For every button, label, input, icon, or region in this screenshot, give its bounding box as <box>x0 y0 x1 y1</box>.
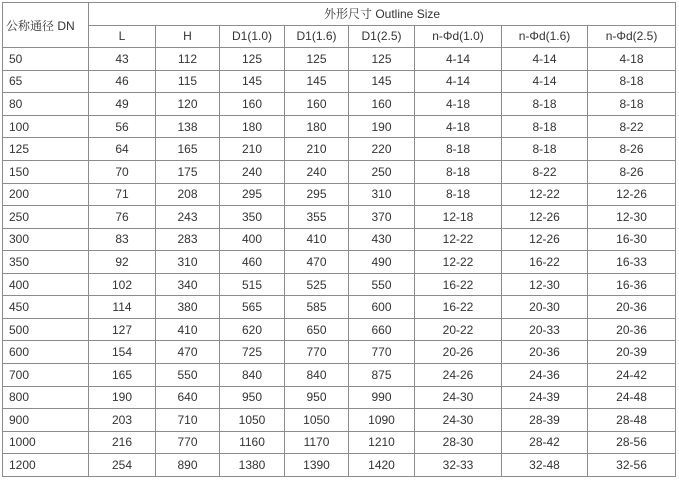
cell-d1-2-5: 370 <box>349 206 415 229</box>
cell-l: 254 <box>89 454 156 477</box>
column-header-h: H <box>156 25 220 48</box>
header-row-columns <box>3 25 676 48</box>
cell-h: 310 <box>156 251 220 274</box>
cell-d1-1-0: 620 <box>220 318 285 341</box>
table-row <box>3 251 676 274</box>
cell-d1-2-5: 145 <box>349 70 415 93</box>
cell-h: 115 <box>156 70 220 93</box>
column-header-l: L <box>89 25 156 48</box>
table-row <box>3 431 676 454</box>
table-row <box>3 206 676 229</box>
cell-nd-1-6: 8-18 <box>502 93 588 116</box>
cell-nd-1-6: 4-14 <box>502 70 588 93</box>
cell-d1-1-6: 650 <box>285 318 349 341</box>
cell-nd-1-0: 12-22 <box>415 228 502 251</box>
cell-nd-1-6: 28-39 <box>502 409 588 432</box>
table-row <box>3 386 676 409</box>
cell-dn: 150 <box>3 160 89 183</box>
cell-h: 165 <box>156 138 220 161</box>
table-row <box>3 48 676 71</box>
cell-nd-2-5: 8-22 <box>588 115 676 138</box>
cell-dn: 1200 <box>3 454 89 477</box>
cell-l: 71 <box>89 183 156 206</box>
cell-h: 112 <box>156 48 220 71</box>
cell-d1-2-5: 1210 <box>349 431 415 454</box>
cell-nd-1-6: 24-36 <box>502 364 588 387</box>
cell-d1-1-0: 180 <box>220 115 285 138</box>
column-header-d1-1-6: D1(1.6) <box>285 25 349 48</box>
cell-dn: 65 <box>3 70 89 93</box>
cell-d1-1-6: 210 <box>285 138 349 161</box>
cell-nd-1-6: 8-18 <box>502 115 588 138</box>
cell-h: 120 <box>156 93 220 116</box>
cell-l: 83 <box>89 228 156 251</box>
cell-nd-1-0: 16-22 <box>415 296 502 319</box>
cell-nd-2-5: 12-26 <box>588 183 676 206</box>
cell-nd-1-6: 4-14 <box>502 48 588 71</box>
cell-d1-1-0: 1050 <box>220 409 285 432</box>
cell-h: 380 <box>156 296 220 319</box>
cell-nd-2-5: 24-48 <box>588 386 676 409</box>
cell-nd-1-6: 12-26 <box>502 228 588 251</box>
cell-dn: 250 <box>3 206 89 229</box>
cell-d1-1-6: 1050 <box>285 409 349 432</box>
cell-nd-1-6: 20-30 <box>502 296 588 319</box>
cell-l: 92 <box>89 251 156 274</box>
cell-nd-2-5: 8-18 <box>588 93 676 116</box>
cell-nd-1-0: 4-14 <box>415 48 502 71</box>
cell-h: 340 <box>156 273 220 296</box>
cell-nd-2-5: 4-18 <box>588 48 676 71</box>
cell-d1-2-5: 160 <box>349 93 415 116</box>
cell-l: 49 <box>89 93 156 116</box>
cell-nd-1-0: 8-18 <box>415 138 502 161</box>
cell-l: 43 <box>89 48 156 71</box>
cell-l: 165 <box>89 364 156 387</box>
cell-dn: 450 <box>3 296 89 319</box>
cell-d1-1-0: 210 <box>220 138 285 161</box>
table-row <box>3 318 676 341</box>
cell-d1-1-6: 355 <box>285 206 349 229</box>
cell-l: 127 <box>89 318 156 341</box>
cell-d1-1-0: 1160 <box>220 431 285 454</box>
cell-d1-2-5: 1090 <box>349 409 415 432</box>
cell-l: 216 <box>89 431 156 454</box>
cell-h: 640 <box>156 386 220 409</box>
cell-d1-1-0: 725 <box>220 341 285 364</box>
cell-nd-1-0: 24-30 <box>415 386 502 409</box>
cell-nd-1-0: 8-18 <box>415 183 502 206</box>
column-header-d1-2-5: D1(2.5) <box>349 25 415 48</box>
cell-l: 46 <box>89 70 156 93</box>
cell-nd-1-0: 4-14 <box>415 70 502 93</box>
cell-nd-2-5: 20-39 <box>588 341 676 364</box>
cell-h: 410 <box>156 318 220 341</box>
table-row <box>3 409 676 432</box>
table-row <box>3 273 676 296</box>
cell-d1-1-0: 1380 <box>220 454 285 477</box>
cell-nd-1-0: 16-22 <box>415 273 502 296</box>
cell-d1-1-6: 240 <box>285 160 349 183</box>
column-header-nd-1-6: n-Φd(1.6) <box>502 25 588 48</box>
cell-d1-2-5: 550 <box>349 273 415 296</box>
cell-h: 770 <box>156 431 220 454</box>
cell-dn: 600 <box>3 341 89 364</box>
cell-d1-1-6: 950 <box>285 386 349 409</box>
column-header-nd-1-0: n-Φd(1.0) <box>415 25 502 48</box>
cell-dn: 700 <box>3 364 89 387</box>
dn-header-cell: 公称通径 DN <box>3 3 89 48</box>
cell-nd-2-5: 16-33 <box>588 251 676 274</box>
cell-dn: 100 <box>3 115 89 138</box>
cell-dn: 500 <box>3 318 89 341</box>
cell-d1-1-0: 350 <box>220 206 285 229</box>
table-row <box>3 138 676 161</box>
cell-h: 550 <box>156 364 220 387</box>
table-row <box>3 341 676 364</box>
cell-nd-2-5: 16-36 <box>588 273 676 296</box>
cell-d1-1-0: 400 <box>220 228 285 251</box>
cell-dn: 800 <box>3 386 89 409</box>
cell-d1-1-0: 125 <box>220 48 285 71</box>
cell-d1-2-5: 490 <box>349 251 415 274</box>
cell-d1-1-0: 295 <box>220 183 285 206</box>
cell-d1-1-0: 565 <box>220 296 285 319</box>
cell-d1-2-5: 875 <box>349 364 415 387</box>
cell-d1-1-0: 840 <box>220 364 285 387</box>
table-row <box>3 296 676 319</box>
cell-d1-1-0: 460 <box>220 251 285 274</box>
cell-nd-2-5: 20-36 <box>588 318 676 341</box>
cell-nd-1-6: 8-18 <box>502 138 588 161</box>
header-row-group <box>3 3 676 26</box>
cell-nd-1-0: 28-30 <box>415 431 502 454</box>
cell-dn: 1000 <box>3 431 89 454</box>
cell-d1-2-5: 990 <box>349 386 415 409</box>
cell-nd-1-6: 28-42 <box>502 431 588 454</box>
cell-l: 102 <box>89 273 156 296</box>
cell-d1-1-6: 145 <box>285 70 349 93</box>
cell-nd-1-6: 32-48 <box>502 454 588 477</box>
cell-h: 138 <box>156 115 220 138</box>
cell-dn: 50 <box>3 48 89 71</box>
table-row <box>3 115 676 138</box>
cell-d1-1-6: 295 <box>285 183 349 206</box>
cell-nd-1-0: 24-26 <box>415 364 502 387</box>
table-row <box>3 70 676 93</box>
cell-nd-1-0: 20-26 <box>415 341 502 364</box>
cell-dn: 350 <box>3 251 89 274</box>
cell-nd-2-5: 16-30 <box>588 228 676 251</box>
cell-l: 190 <box>89 386 156 409</box>
cell-nd-1-6: 8-22 <box>502 160 588 183</box>
cell-d1-1-6: 410 <box>285 228 349 251</box>
cell-d1-2-5: 600 <box>349 296 415 319</box>
cell-d1-1-6: 160 <box>285 93 349 116</box>
cell-nd-2-5: 32-56 <box>588 454 676 477</box>
cell-h: 243 <box>156 206 220 229</box>
cell-nd-1-6: 12-26 <box>502 206 588 229</box>
cell-dn: 300 <box>3 228 89 251</box>
cell-h: 283 <box>156 228 220 251</box>
cell-d1-1-6: 180 <box>285 115 349 138</box>
cell-nd-2-5: 12-30 <box>588 206 676 229</box>
cell-d1-1-0: 950 <box>220 386 285 409</box>
cell-h: 208 <box>156 183 220 206</box>
cell-nd-2-5: 28-56 <box>588 431 676 454</box>
cell-h: 175 <box>156 160 220 183</box>
cell-d1-2-5: 770 <box>349 341 415 364</box>
cell-nd-1-0: 20-22 <box>415 318 502 341</box>
table-row <box>3 454 676 477</box>
cell-dn: 900 <box>3 409 89 432</box>
column-header-d1-1-0: D1(1.0) <box>220 25 285 48</box>
cell-d1-1-6: 1390 <box>285 454 349 477</box>
outline-size-header-cell: 外形尺寸 Outline Size <box>89 3 676 26</box>
outline-size-table <box>2 2 676 477</box>
cell-d1-2-5: 430 <box>349 228 415 251</box>
table-row <box>3 228 676 251</box>
cell-d1-1-6: 125 <box>285 48 349 71</box>
cell-l: 56 <box>89 115 156 138</box>
cell-nd-1-0: 24-30 <box>415 409 502 432</box>
cell-d1-1-0: 515 <box>220 273 285 296</box>
cell-nd-1-6: 12-30 <box>502 273 588 296</box>
table-row <box>3 160 676 183</box>
cell-nd-1-0: 12-18 <box>415 206 502 229</box>
cell-l: 64 <box>89 138 156 161</box>
table-row <box>3 93 676 116</box>
cell-nd-2-5: 8-26 <box>588 138 676 161</box>
cell-d1-1-6: 470 <box>285 251 349 274</box>
table-row <box>3 183 676 206</box>
cell-d1-1-6: 770 <box>285 341 349 364</box>
cell-l: 70 <box>89 160 156 183</box>
cell-d1-1-6: 525 <box>285 273 349 296</box>
cell-l: 76 <box>89 206 156 229</box>
cell-nd-2-5: 8-18 <box>588 70 676 93</box>
cell-d1-2-5: 310 <box>349 183 415 206</box>
cell-d1-2-5: 660 <box>349 318 415 341</box>
cell-l: 114 <box>89 296 156 319</box>
cell-dn: 80 <box>3 93 89 116</box>
cell-nd-2-5: 20-36 <box>588 296 676 319</box>
cell-nd-2-5: 8-26 <box>588 160 676 183</box>
cell-nd-1-6: 20-33 <box>502 318 588 341</box>
cell-nd-1-0: 4-18 <box>415 115 502 138</box>
cell-dn: 400 <box>3 273 89 296</box>
cell-h: 890 <box>156 454 220 477</box>
cell-d1-2-5: 190 <box>349 115 415 138</box>
cell-h: 710 <box>156 409 220 432</box>
cell-d1-2-5: 220 <box>349 138 415 161</box>
cell-nd-2-5: 24-42 <box>588 364 676 387</box>
cell-nd-1-0: 4-18 <box>415 93 502 116</box>
cell-dn: 125 <box>3 138 89 161</box>
cell-l: 154 <box>89 341 156 364</box>
cell-d1-1-0: 160 <box>220 93 285 116</box>
cell-nd-2-5: 28-48 <box>588 409 676 432</box>
cell-d1-1-0: 145 <box>220 70 285 93</box>
cell-nd-1-6: 12-22 <box>502 183 588 206</box>
cell-d1-2-5: 125 <box>349 48 415 71</box>
column-header-nd-2-5: n-Φd(2.5) <box>588 25 676 48</box>
cell-d1-1-0: 240 <box>220 160 285 183</box>
cell-nd-1-6: 24-39 <box>502 386 588 409</box>
cell-d1-1-6: 585 <box>285 296 349 319</box>
cell-nd-1-6: 20-36 <box>502 341 588 364</box>
cell-d1-2-5: 1420 <box>349 454 415 477</box>
cell-nd-1-0: 12-22 <box>415 251 502 274</box>
cell-l: 203 <box>89 409 156 432</box>
cell-nd-1-6: 16-22 <box>502 251 588 274</box>
cell-h: 470 <box>156 341 220 364</box>
cell-dn: 200 <box>3 183 89 206</box>
cell-d1-1-6: 1170 <box>285 431 349 454</box>
cell-nd-1-0: 8-18 <box>415 160 502 183</box>
cell-d1-1-6: 840 <box>285 364 349 387</box>
cell-nd-1-0: 32-33 <box>415 454 502 477</box>
table-row <box>3 364 676 387</box>
cell-d1-2-5: 250 <box>349 160 415 183</box>
